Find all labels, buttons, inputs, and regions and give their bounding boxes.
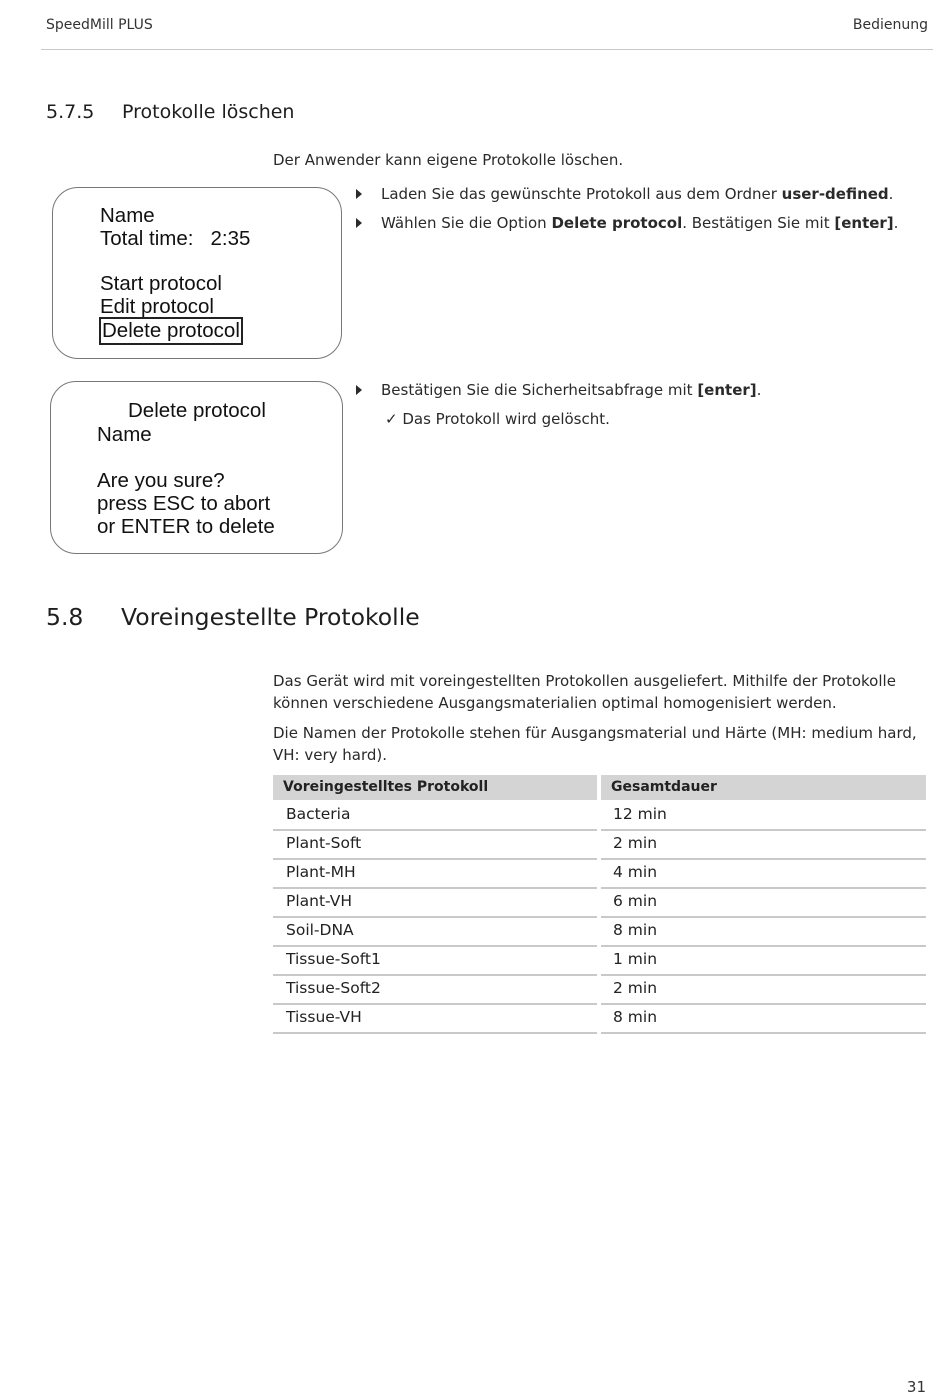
- triangle-bullet-icon: [356, 385, 362, 395]
- screen-protocol-name: Name: [100, 204, 155, 227]
- table-cell-protocol: Tissue-VH: [286, 1008, 362, 1026]
- table-cell-duration: 1 min: [613, 950, 658, 968]
- device-screen-delete-confirm: [50, 381, 343, 554]
- paragraph-2-line-2: VH: very hard).: [273, 746, 388, 764]
- table-cell-duration: 6 min: [613, 892, 658, 910]
- result-line: ✓ Das Protokoll wird gelöscht.: [385, 410, 610, 428]
- table-cell-protocol: Tissue-Soft1: [286, 950, 381, 968]
- screen-enter-hint: or ENTER to delete: [97, 515, 275, 538]
- column-header-protocol: Voreingestelltes Protokoll: [283, 779, 489, 795]
- paragraph-1-line-1: Das Gerät wird mit voreingestellten Protokollen ausgeliefert. Mithilfe der Protokolle: [273, 672, 896, 690]
- triangle-bullet-icon: [356, 218, 362, 228]
- table-row-rule: [273, 945, 597, 947]
- section-title: Voreingestellte Protokolle: [121, 603, 420, 631]
- paragraph-2-line-1: Die Namen der Protokolle stehen für Ausgangsmaterial und Härte (MH: medium hard,: [273, 724, 917, 742]
- header-divider: [41, 49, 933, 50]
- table-row-rule: [601, 887, 926, 889]
- table-cell-protocol: Bacteria: [286, 805, 351, 823]
- column-header-duration: Gesamtdauer: [611, 779, 717, 795]
- section-number: 5.7.5: [46, 101, 95, 123]
- screen-protocol-name: Name: [97, 423, 152, 446]
- table-row-rule: [273, 974, 597, 976]
- table-row-rule: [273, 829, 597, 831]
- table-cell-protocol: Plant-MH: [286, 863, 356, 881]
- running-header-left: SpeedMill PLUS: [46, 17, 153, 33]
- table-cell-duration: 12 min: [613, 805, 667, 823]
- table-row-rule: [601, 1032, 926, 1034]
- page-number: 31: [906, 1378, 926, 1396]
- table-cell-protocol: Tissue-Soft2: [286, 979, 381, 997]
- table-cell-duration: 8 min: [613, 921, 658, 939]
- screen-delete-protocol-selected: Delete protocol: [99, 317, 243, 345]
- screen-delete-heading: Delete protocol: [128, 399, 266, 422]
- running-header-right: Bedienung: [852, 17, 928, 33]
- table-cell-duration: 2 min: [613, 979, 658, 997]
- section-number: 5.8: [46, 603, 84, 631]
- table-row-rule: [273, 858, 597, 860]
- intro-paragraph: Der Anwender kann eigene Protokolle löschen.: [273, 151, 624, 169]
- triangle-bullet-icon: [356, 189, 362, 199]
- table-row-rule: [601, 1003, 926, 1005]
- screen-edit-protocol: Edit protocol: [100, 295, 214, 318]
- table-row-rule: [273, 916, 597, 918]
- screen-confirm-question: Are you sure?: [97, 469, 225, 492]
- table-cell-duration: 2 min: [613, 834, 658, 852]
- screen-total-time: Total time: 2:35: [100, 227, 251, 250]
- table-row-rule: [273, 1003, 597, 1005]
- device-screen-protocol-menu: [52, 187, 342, 359]
- table-row-rule: [601, 945, 926, 947]
- screen-esc-hint: press ESC to abort: [97, 492, 271, 515]
- screen-start-protocol: Start protocol: [100, 272, 222, 295]
- table-row-rule: [601, 916, 926, 918]
- table-cell-duration: 8 min: [613, 1008, 658, 1026]
- table-cell-protocol: Soil-DNA: [286, 921, 354, 939]
- table-row-rule: [273, 887, 597, 889]
- table-cell-protocol: Plant-Soft: [286, 834, 362, 852]
- table-cell-duration: 4 min: [613, 863, 658, 881]
- table-row-rule: [601, 974, 926, 976]
- table-cell-protocol: Plant-VH: [286, 892, 352, 910]
- table-row-rule: [601, 858, 926, 860]
- table-row-rule: [601, 829, 926, 831]
- table-row-rule: [273, 1032, 597, 1034]
- section-title: Protokolle löschen: [122, 101, 295, 123]
- paragraph-1-line-2: können verschiedene Ausgangsmaterialien optimal homogenisiert werden.: [273, 694, 837, 712]
